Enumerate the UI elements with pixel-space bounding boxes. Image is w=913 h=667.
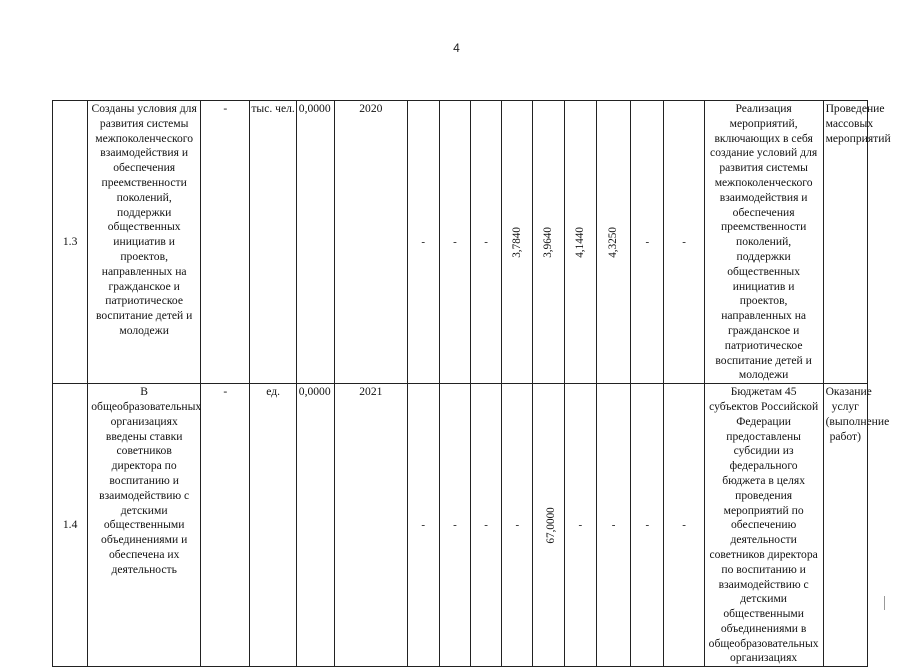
row-base-value: 0,0000 bbox=[296, 384, 334, 667]
row-value: - bbox=[515, 518, 520, 531]
row-value: 67,0000 bbox=[545, 507, 558, 544]
row-base-value: 0,0000 bbox=[296, 101, 334, 384]
row-base-year: 2020 bbox=[335, 101, 408, 384]
indicators-table bbox=[52, 100, 891, 667]
row-value: - bbox=[578, 518, 583, 531]
row-value: 4,1440 bbox=[573, 226, 586, 258]
row-unit: ед. bbox=[250, 384, 296, 667]
row-unit: тыс. чел. bbox=[250, 101, 296, 384]
row-value: 3,7840 bbox=[511, 226, 524, 258]
row-number: 1.3 bbox=[53, 101, 88, 384]
row-dash: - bbox=[201, 101, 250, 384]
row-value: - bbox=[453, 235, 457, 248]
row-value: 4,3250 bbox=[607, 226, 620, 258]
row-value: - bbox=[421, 235, 426, 248]
row-type: Проведение массовых мероприятий bbox=[823, 101, 867, 384]
row-base-year: 2021 bbox=[335, 384, 408, 667]
row-value: - bbox=[645, 518, 650, 531]
row-description: В общеобразовательных организациях введены ставки советников директора по воспитанию и взаимодействию с детскими общественными объединениями и обеспечена их деятельность bbox=[88, 384, 201, 667]
row-description: Созданы условия для развития системы межпоколенческого взаимодействия и обеспечения преемственности поколений, поддержки общественных инициатив и проектов, направленных на гражданское и патриотическое воспитание детей и молодежи bbox=[88, 101, 201, 384]
row-dash: - bbox=[201, 384, 250, 667]
row-value: - bbox=[682, 518, 686, 531]
page-number: 4 bbox=[453, 41, 460, 55]
row-value: - bbox=[484, 518, 488, 531]
row-note: Реализация мероприятий, включающих в себя создание условий для развития системы межпоколенческого взаимодействия и обеспечения преемственности поколений, поддержки общественных инициатив и проектов, направленных на гражданское и патриотическое воспитание детей и молодежи bbox=[704, 101, 823, 384]
row-value: - bbox=[484, 235, 488, 248]
table-row bbox=[53, 101, 868, 384]
row-type: Оказание услуг (выполнение работ) bbox=[823, 384, 867, 667]
row-number: 1.4 bbox=[53, 384, 88, 667]
scan-margin-mark bbox=[884, 596, 885, 610]
row-value: - bbox=[611, 518, 616, 531]
row-value: - bbox=[421, 518, 426, 531]
row-value: - bbox=[645, 235, 650, 248]
row-value: - bbox=[682, 235, 686, 248]
row-note: Бюджетам 45 субъектов Российской Федерации предоставлены субсидии из федерального бюджета в целях проведения мероприятий по обеспечению деятельности советников директора по воспитанию и взаимодействию с детскими общественными объединениями в общеобразовательных организациях bbox=[704, 384, 823, 667]
row-value: - bbox=[453, 518, 457, 531]
table-row bbox=[53, 384, 868, 667]
row-value: 3,9640 bbox=[542, 226, 555, 258]
